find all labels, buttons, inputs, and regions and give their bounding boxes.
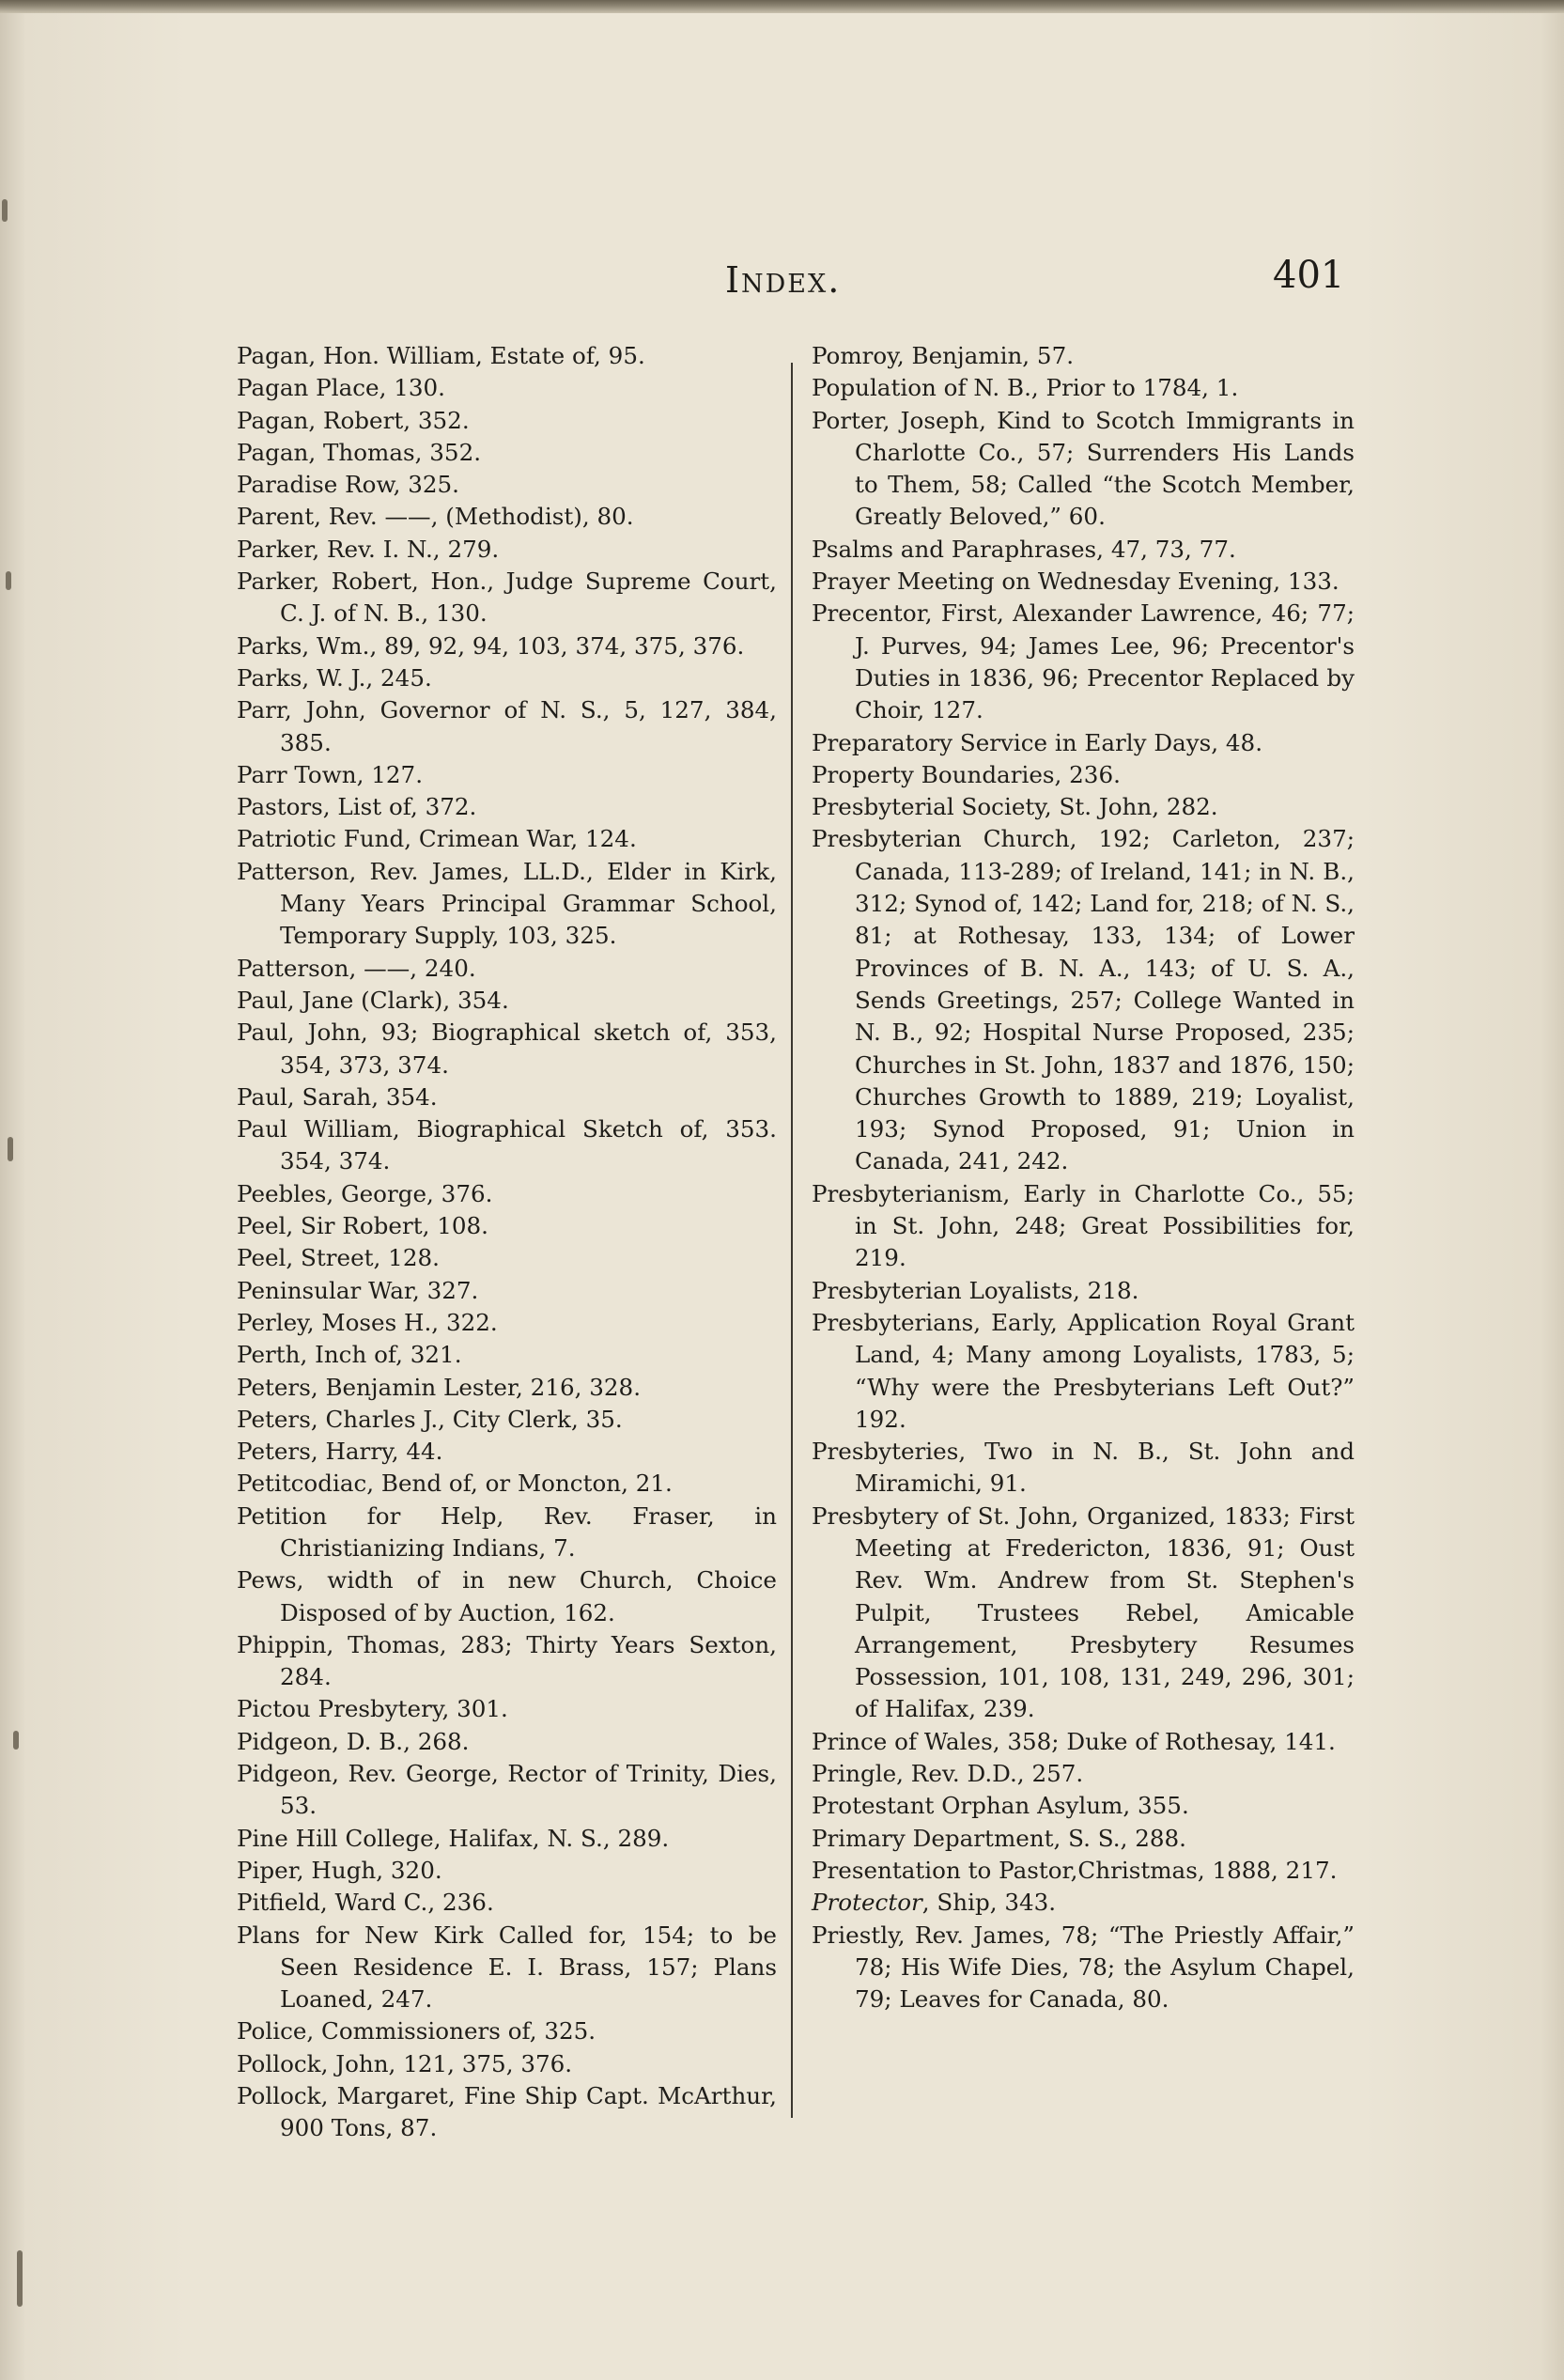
index-entry: Pidgeon, D. B., 268. [237, 1727, 470, 1755]
index-entry: Pidgeon, Rev. George, Rector of Trinity, Dies, 53. [237, 1760, 777, 1820]
margin-mark [6, 571, 11, 590]
margin-mark [17, 2250, 23, 2307]
index-entry: Presbyterian Church, 192; Carleton, 237; Canada, 113-289; of Ireland, 141; in N. B., 312; Synod of, 142; Land for, 218; of N. S., 81; at Rothesay, 133, 134; of Lower Provinces of B. N. A., 143; of U. S. A., Sends Greetings, 257; College Wanted in N. B., 92; Hospital Nurse Proposed, 235; Churches in St. John, 1837 and 1876, 150; Churches Growth to 1889, 219; Loyalist, 193; Synod Proposed, 91; Union in Canada, 241, 242. [812, 825, 1355, 1175]
page-header [0, 246, 1564, 303]
index-entry: Patterson, Rev. James, LL.D., Elder in Kirk, Many Years Principal Grammar School, Temporary Supply, 103, 325. [237, 857, 777, 950]
index-entry: Petition for Help, Rev. Fraser, in Christianizing Indians, 7. [237, 1501, 777, 1562]
index-entry: Peninsular War, 327. [237, 1276, 479, 1304]
index-entry: Preparatory Service in Early Days, 48. [812, 728, 1263, 756]
index-entry: Pomroy, Benjamin, 57. [812, 342, 1075, 369]
index-entry: Prince of Wales, 358; Duke of Rothesay, 141. [812, 1727, 1336, 1755]
ship-name: Protector [812, 1889, 922, 1917]
index-entry: Parr, John, Governor of N. S., 5, 127, 384, 385. [237, 696, 777, 756]
index-entry: Peters, Harry, 44. [237, 1438, 443, 1466]
index-entry: Peters, Charles J., City Clerk, 35. [237, 1405, 623, 1433]
index-entry: Paul, Jane (Clark), 354. [237, 986, 509, 1014]
index-entry: Peebles, George, 376. [237, 1179, 493, 1207]
index-entry: Population of N. B., Prior to 1784, 1. [812, 374, 1239, 402]
margin-mark [2, 199, 8, 222]
index-entry: Paradise Row, 325. [237, 471, 459, 499]
index-entry: Protector, Ship, 343. [812, 1889, 1057, 1917]
index-entry: Petitcodiac, Bend of, or Moncton, 21. [237, 1470, 673, 1498]
index-entry: Pagan, Hon. William, Estate of, 95. [237, 342, 645, 369]
index-entry: Presbyterian Loyalists, 218. [812, 1276, 1139, 1304]
index-entry: Pringle, Rev. D.D., 257. [812, 1760, 1084, 1788]
index-column-right [812, 340, 1355, 2015]
index-entry: Perley, Moses H., 322. [237, 1308, 498, 1336]
index-entry: Pagan Place, 130. [237, 374, 445, 402]
index-entry: Peel, Street, 128. [237, 1244, 440, 1272]
index-entry: Presbytery of St. John, Organized, 1833; First Meeting at Fredericton, 1836, 91; Oust Rev. Wm. Andrew from St. Stephen's Pulpit, Trustees Rebel, Amicable Arrangement, Presbytery Resumes Possession, 101, 108, 131, 249, 296, 301; of Halifax, 239. [812, 1501, 1355, 1723]
index-entry: Presbyterians, Early, Application Royal Grant Land, 4; Many among Loyalists, 1783, 5; “Why were the Presbyterians Left Out?” 192. [812, 1308, 1355, 1433]
index-entry: Pagan, Robert, 352. [237, 406, 470, 434]
index-entry: Parks, Wm., 89, 92, 94, 103, 374, 375, 376. [237, 631, 745, 660]
index-entry: Primary Department, S. S., 288. [812, 1824, 1186, 1852]
index-entry: Pollock, John, 121, 375, 376. [237, 2049, 573, 2077]
index-entry: Pagan, Thomas, 352. [237, 438, 482, 466]
index-entry: Parker, Rev. I. N., 279. [237, 535, 500, 563]
index-entry: Parker, Robert, Hon., Judge Supreme Court, C. J. of N. B., 130. [237, 568, 777, 628]
column-divider [791, 363, 793, 2118]
page-number: 401 [1273, 254, 1345, 297]
index-entry: Property Boundaries, 236. [812, 760, 1121, 788]
index-entry: Presentation to Pastor,Christmas, 1888, 217. [812, 1856, 1338, 1884]
index-entry: Parent, Rev. ——, (Methodist), 80. [237, 503, 634, 531]
index-entry: Paul William, Biographical Sketch of, 353. 354, 374. [237, 1115, 777, 1175]
index-entry: Paul, John, 93; Biographical sketch of, 353, 354, 373, 374. [237, 1019, 777, 1079]
index-column-left [237, 340, 777, 2145]
index-entry: Phippin, Thomas, 283; Thirty Years Sexton, 284. [237, 1630, 777, 1691]
page-top-edge [0, 0, 1564, 13]
index-entry: Psalms and Paraphrases, 47, 73, 77. [812, 535, 1236, 563]
index-entry: Paul, Sarah, 354. [237, 1082, 438, 1111]
index-entry: Presbyterial Society, St. John, 282. [812, 793, 1218, 821]
index-entry: Pine Hill College, Halifax, N. S., 289. [237, 1824, 670, 1852]
index-entry: Pitfield, Ward C., 236. [237, 1889, 494, 1917]
page-title: Index. [725, 259, 842, 301]
index-entry: Patterson, ——, 240. [237, 954, 476, 982]
index-entry: Parr Town, 127. [237, 760, 424, 788]
index-entry: Police, Commissioners of, 325. [237, 2017, 596, 2046]
index-entry: Presbyteries, Two in N. B., St. John and Miramichi, 91. [812, 1438, 1355, 1498]
index-entry: Priestly, Rev. James, 78; “The Priestly Affair,” 78; His Wife Dies, 78; the Asylum Chapel, 79; Leaves for Canada, 80. [812, 1921, 1355, 2014]
index-entry: Presbyterianism, Early in Charlotte Co., 55; in St. John, 248; Great Possibilities for, 219. [812, 1179, 1355, 1272]
margin-mark [8, 1137, 13, 1161]
index-entry: Porter, Joseph, Kind to Scotch Immigrants in Charlotte Co., 57; Surrenders His Lands to Them, 58; Called “the Scotch Member, Greatly Beloved,” 60. [812, 406, 1355, 531]
margin-mark [13, 1731, 19, 1750]
index-entry: Pastors, List of, 372. [237, 793, 477, 821]
index-entry: Peters, Benjamin Lester, 216, 328. [237, 1373, 642, 1401]
index-entry: Pictou Presbytery, 301. [237, 1695, 508, 1723]
index-entry: Parks, W. J., 245. [237, 663, 432, 692]
index-entry: Protestant Orphan Asylum, 355. [812, 1792, 1189, 1820]
index-entry: Pollock, Margaret, Fine Ship Capt. McArthur, 900 Tons, 87. [237, 2082, 777, 2142]
index-entry: Piper, Hugh, 320. [237, 1856, 442, 1884]
index-entry: Patriotic Fund, Crimean War, 124. [237, 825, 637, 853]
index-entry: Peel, Sir Robert, 108. [237, 1212, 488, 1240]
index-entry: Precentor, First, Alexander Lawrence, 46; 77; J. Purves, 94; James Lee, 96; Precentor's Duties in 1836, 96; Precentor Replaced by Choir, 127. [812, 599, 1355, 724]
index-entry: Pews, width of in new Church, Choice Disposed of by Auction, 162. [237, 1566, 777, 1626]
index-entry: Prayer Meeting on Wednesday Evening, 133. [812, 568, 1339, 596]
index-entry: Perth, Inch of, 321. [237, 1341, 462, 1369]
index-entry: Plans for New Kirk Called for, 154; to be Seen Residence E. I. Brass, 157; Plans Loaned, 247. [237, 1921, 777, 2014]
